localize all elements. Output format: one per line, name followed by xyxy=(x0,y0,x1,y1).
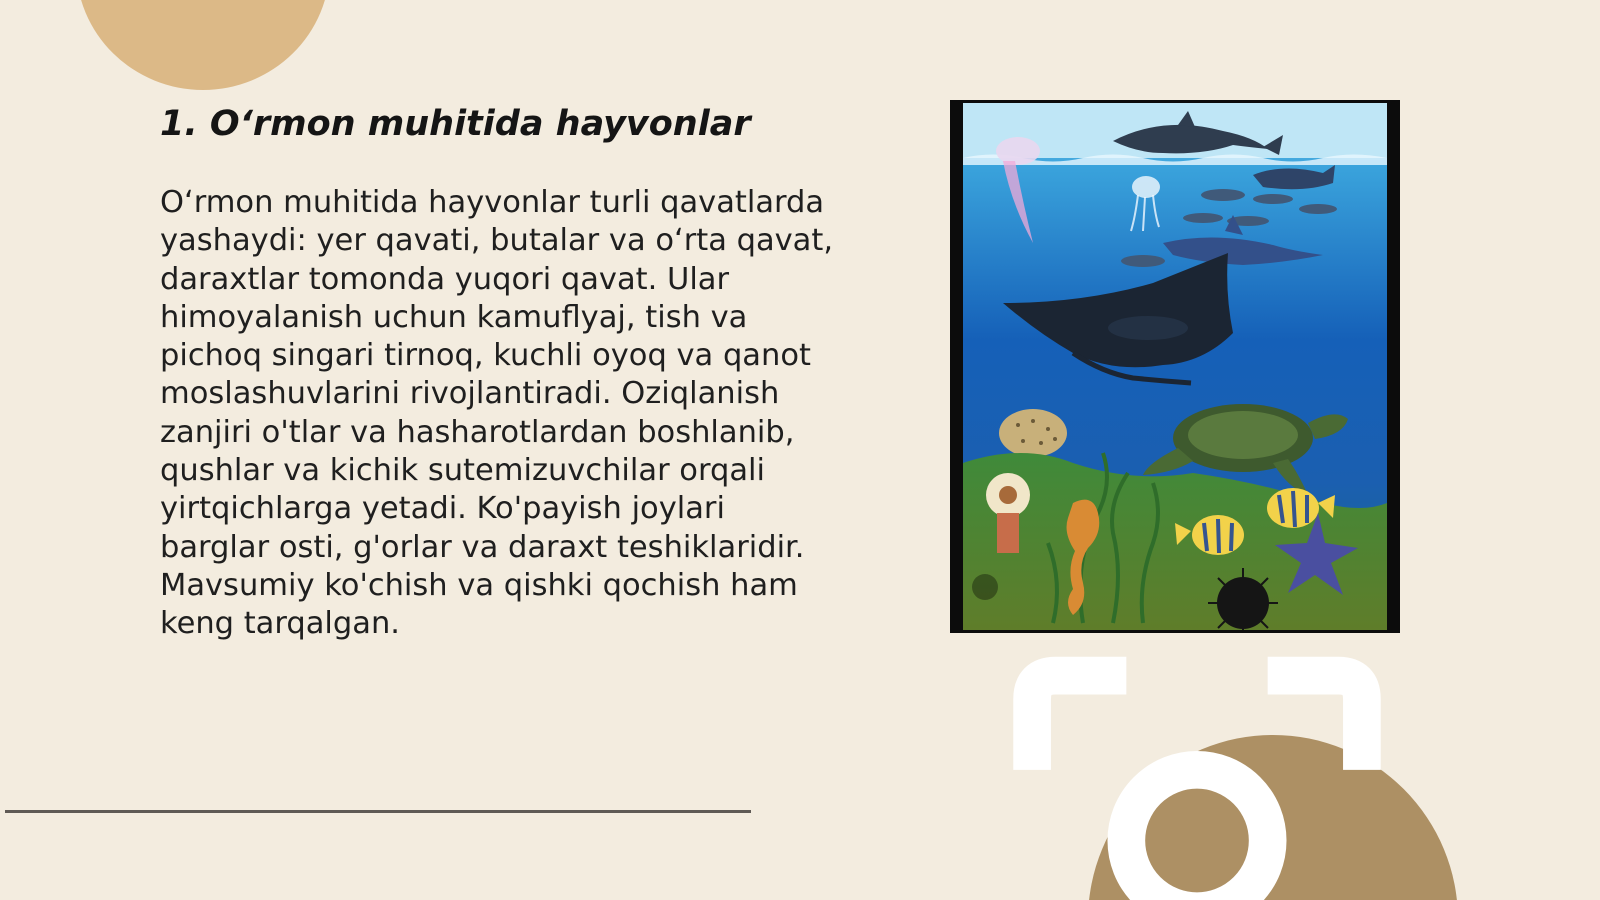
lens-search-icon[interactable] xyxy=(972,574,998,600)
slide-body-text: O‘rmon muhitida hayvonlar turli qavatlarda yashaydi: yer qavati, butalar va o‘rta qavat, daraxtlar tomonda yuqori qavat. Ular himoyalanish uchun kamuflyaj, tish va pichoq singari tirnoq, kuchli oyoq va qanot moslashuvlarini rivojlantiradi. Oziqlanish zanjiri o'tlar va hasharotlardan boshlanib, qushlar va kichik sutemizuvchilar orqali yirtqichlarga yetadi. Ko'payish joylari barglar osti, g'orlar va daraxt teshiklaridir. Mavsumiy ko'chish va qishki qochish ham keng tarqalgan. xyxy=(160,185,834,642)
slide-title: 1. O‘rmon muhitida hayvonlar xyxy=(160,104,751,144)
ocean-animals-illustration xyxy=(950,100,1400,633)
decorative-circle-top xyxy=(76,0,330,90)
horizontal-divider xyxy=(5,810,751,813)
camera-lens-glyph xyxy=(985,577,1409,900)
ocean-scene-image xyxy=(963,103,1387,630)
